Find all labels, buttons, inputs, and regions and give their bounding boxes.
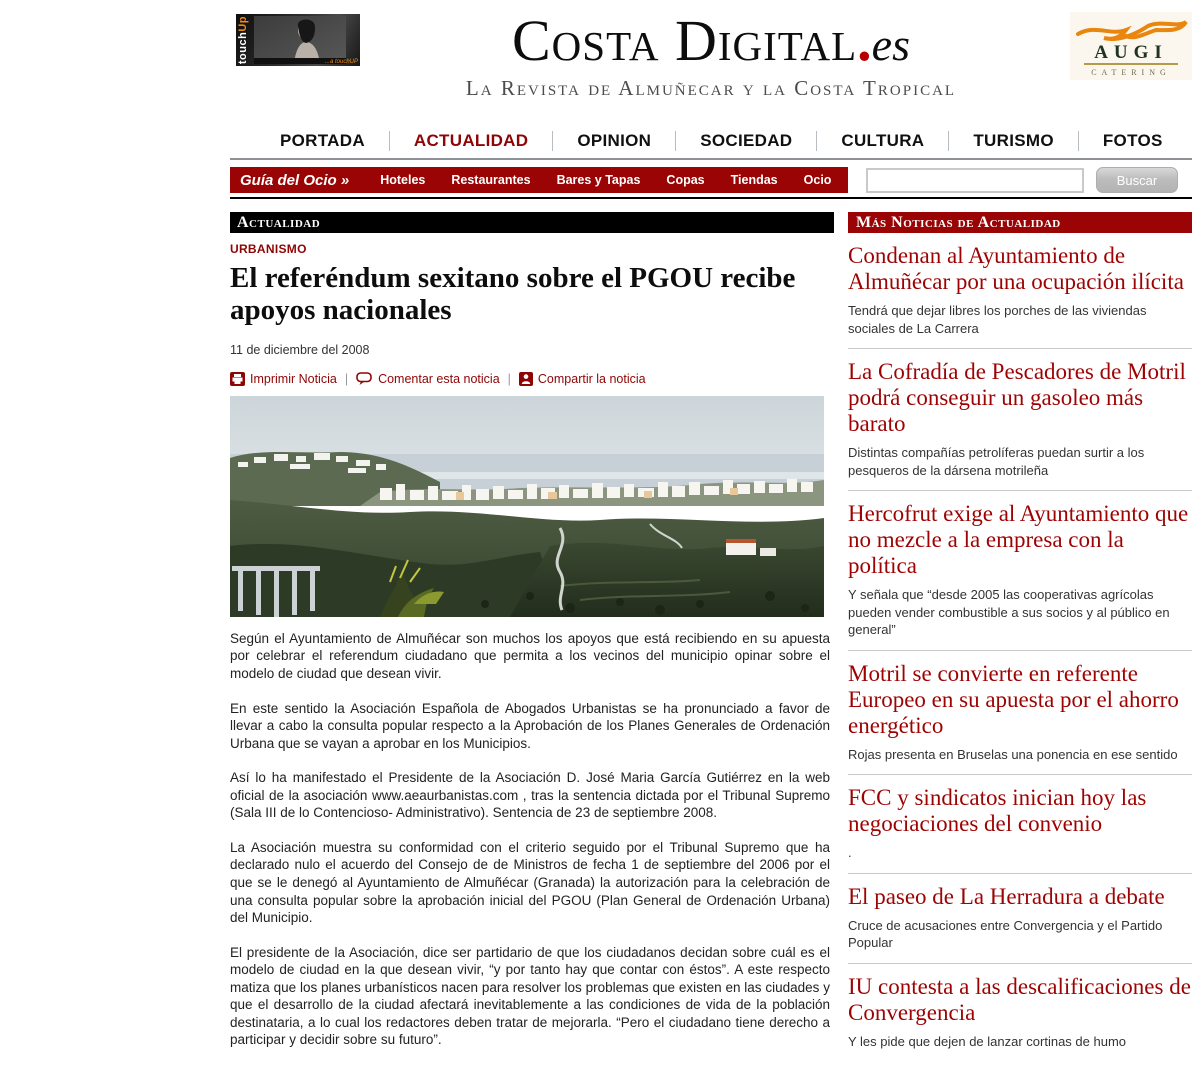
sidebar-news-subtitle: Tendrá que dejar libres los porches de las viviendas sociales de La Carrera: [848, 302, 1147, 336]
logo-suffix: es: [871, 19, 910, 70]
touchup-caption: ...a touchUP: [324, 59, 358, 65]
article-title: El referéndum sexitano sobre el PGOU recibe apoyos nacionales: [230, 262, 796, 327]
action-separator: |: [344, 371, 349, 386]
sidebar-divider: [848, 650, 1192, 651]
ocio-link-bares[interactable]: Bares y Tapas: [556, 173, 641, 187]
comment-link-label: Comentar esta noticia: [378, 371, 500, 386]
nav-item-cultura[interactable]: CULTURA: [841, 131, 925, 150]
article-actions: [230, 372, 834, 386]
person-icon: [519, 372, 533, 386]
article-date: 11 de diciembre del 2008: [230, 342, 370, 357]
ocio-search-row: [230, 167, 1192, 193]
sidebar-news-subtitle: Rojas presenta en Bruselas una ponencia en ese sentido: [848, 746, 1178, 762]
list-item: [848, 359, 1192, 491]
ocio-link-hoteles[interactable]: Hoteles: [380, 173, 426, 187]
print-link-label: Imprimir Noticia: [250, 371, 337, 386]
print-link[interactable]: [230, 372, 337, 386]
comment-link[interactable]: [356, 372, 500, 386]
augi-subtitle-text: CATERING: [1091, 68, 1171, 77]
list-item: [848, 661, 1192, 776]
logo-title: Costa Digital: [511, 8, 858, 73]
ocio-link-copas[interactable]: Copas: [666, 173, 705, 187]
sidebar-news-subtitle: Y señala que “desde 2005 las cooperativas agrícolas pueden vender combustible a sus socios y al público en general”: [848, 587, 1170, 638]
article-category[interactable]: URBANISMO: [230, 242, 307, 256]
header-divider: [230, 197, 1192, 199]
action-separator: |: [507, 371, 511, 386]
share-link[interactable]: [519, 372, 646, 386]
sidebar-divider: [848, 963, 1192, 964]
page: [230, 0, 1192, 1066]
sidebar: [848, 212, 1192, 1066]
woman-photo-image: [254, 16, 346, 64]
section-header-actualidad: Actualidad: [230, 212, 834, 233]
nav-item-actualidad[interactable]: ACTUALIDAD: [413, 131, 529, 150]
ocio-link-ocio[interactable]: Ocio: [803, 173, 832, 187]
touchup-banner-ad[interactable]: [236, 14, 360, 66]
sidebar-news-title[interactable]: Hercofrut exige al Ayuntamiento que no mezcle a la empresa con la política: [848, 501, 1189, 579]
article-paragraph: Según el Ayuntamiento de Almuñécar son muchos los apoyos que está recibiendo en su apuesta por celebrar el referendum ciudadano que permita a los vecinos del municipio opinar sobre el modelo de ciudad que desean vivir.: [230, 630, 830, 682]
sidebar-divider: [848, 873, 1192, 874]
list-item: [848, 974, 1192, 1051]
guia-del-ocio-bar: [230, 167, 848, 193]
sidebar-news-title[interactable]: Motril se convierte en referente Europeo en su apuesta por el ahorro energético: [848, 660, 1179, 738]
ocio-link-tiendas[interactable]: Tiendas: [730, 173, 778, 187]
nav-item-fotos[interactable]: FOTOS: [1102, 131, 1163, 150]
printer-icon: [230, 372, 245, 386]
search-zone: [866, 167, 1178, 193]
list-item: [848, 243, 1192, 349]
header: [230, 8, 1192, 124]
article-body: [230, 630, 830, 1049]
augi-name-text: AUGI: [1094, 42, 1168, 63]
sidebar-divider: [848, 774, 1192, 775]
article-paragraph: En este sentido la Asociación Española de Abogados Urbanistas se ha pronunciado a favor de llevar a cabo la consulta popular respecto a la Aprobación de los Planes Generales de Ordenación Urbana que se vayan a aprobar en los Municipios.: [230, 700, 830, 751]
sidebar-news-title[interactable]: La Cofradía de Pescadores de Motril podrá conseguir un gasoleo más barato: [848, 359, 1186, 437]
list-item: [848, 501, 1192, 651]
share-link-label: Compartir la noticia: [537, 371, 646, 386]
sidebar-news-title[interactable]: IU contesta a las descalificaciones de Convergencia: [848, 973, 1191, 1025]
touchup-brand-label: touchUp: [237, 15, 249, 64]
article-photo: [230, 396, 824, 617]
sidebar-news-subtitle: Distintas compañías petrolíferas puedan surtir a los pesqueros de la dársena motrileña: [848, 445, 1145, 478]
site-tagline: La Revista de Almuñecar y la Costa Tropical: [465, 76, 957, 100]
augi-logo-image: [1070, 12, 1192, 80]
sidebar-news-title[interactable]: El paseo de La Herradura a debate: [848, 883, 1165, 909]
sidebar-news-subtitle: Y les pide que dejen de lanzar cortinas de humo: [848, 1033, 1127, 1049]
list-item: [848, 785, 1192, 874]
article-paragraph: Así lo ha manifestado el Presidente de la Asociación D. José Maria García Gutiérrez en la web oficial de la asociación www.aeaurbanistas.com , tras la sentencia dictada por el Tribunal Supremo (Sala III de lo Contencioso- Administrativo). Sentencia de 23 de septiembre 2008.: [230, 770, 830, 821]
nav-item-portada[interactable]: PORTADA: [280, 131, 365, 150]
sidebar-divider: [848, 348, 1192, 349]
comment-bubble-icon: [356, 372, 373, 386]
nav-item-opinion[interactable]: OPINION: [577, 131, 652, 150]
main-nav: [230, 124, 1192, 160]
article-column: [230, 212, 834, 1066]
sidebar-news-subtitle: Cruce de acusaciones entre Convergencia y el Partido Popular: [848, 917, 1163, 951]
sidebar-header: Más Noticias de Actualidad: [848, 212, 1192, 233]
site-logo[interactable]: [230, 8, 1192, 101]
sidebar-divider: [848, 490, 1192, 491]
guia-del-ocio-link[interactable]: Guía del Ocio »: [240, 171, 350, 189]
augi-catering-ad[interactable]: [1070, 12, 1192, 80]
article-paragraph: La Asociación muestra su conformidad con el criterio seguido por el Tribunal Supremo que ha declarado nulo el acuerdo del Consejo de de Ministros de fecha 1 de septiembre del 2006 por el que se le denegó al Ayuntamiento de Almuñécar (Granada) la autorización para la celebración de una consulta popular sobre la aprobación inicial del PGOU (Plan General de Ordenación Urbana) del Municipio.: [230, 839, 830, 926]
search-button[interactable]: Buscar: [1096, 167, 1178, 193]
logo-dot: .: [857, 8, 872, 73]
content-columns: [230, 212, 1192, 1066]
article-paragraph: El presidente de la Asociación, dice ser partidario de que los ciudadanos decidan sobre cuál es el modelo de ciudad en la que desean vivir, “y por tanto hay que contar con éstos”. A este respecto matiza que los planes urbanísticos nacen para resolver los problemas que existen en las ciudades y que el desarrollo de la ciudad afectará inevitablemente a las condiciones de vida de la población destinataria, a lo cual los redactores deben tratar de mejorarla. “Pero el ciudadano tiene derecho a participar y decidir sobre su futuro”.: [230, 944, 830, 1048]
list-item: [848, 884, 1192, 964]
nav-item-turismo[interactable]: TURISMO: [973, 131, 1054, 150]
nav-item-sociedad[interactable]: SOCIEDAD: [700, 131, 793, 150]
search-input[interactable]: [866, 168, 1084, 193]
ocio-link-restaurantes[interactable]: Restaurantes: [451, 173, 531, 187]
sidebar-news-subtitle: .: [848, 845, 852, 861]
sidebar-news-title[interactable]: Condenan al Ayuntamiento de Almuñécar por una ocupación ilícita: [848, 243, 1184, 294]
sidebar-news-title[interactable]: FCC y sindicatos inician hoy las negociaciones del convenio: [848, 785, 1147, 837]
